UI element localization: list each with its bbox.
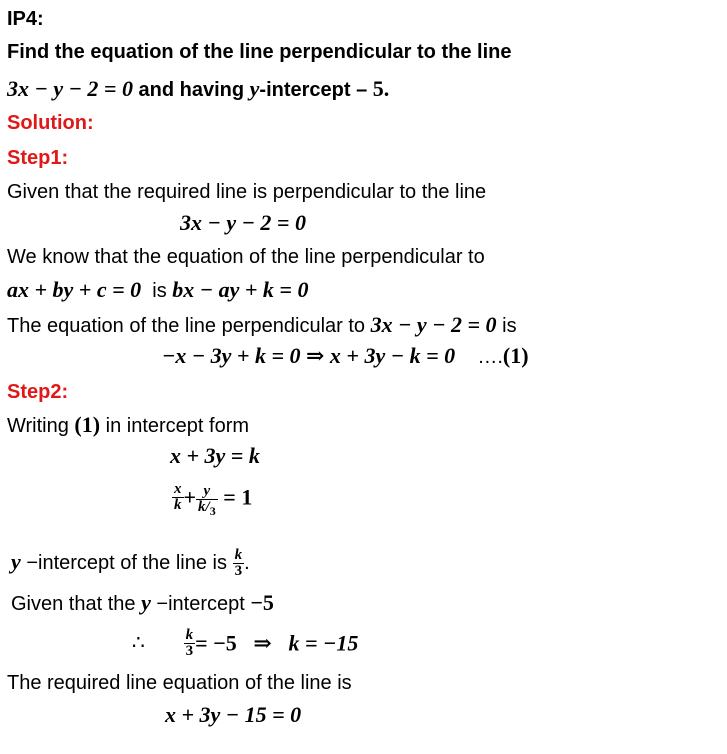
problem-statement-line2 bbox=[7, 77, 389, 102]
result-equation: −x − 3y + k = 0 ⇒ x + 3y − k = 0 bbox=[162, 343, 456, 368]
given-var: y bbox=[141, 590, 151, 615]
writing-suffix: in intercept form bbox=[100, 415, 250, 437]
therefore-symbol: ∴ bbox=[132, 632, 145, 654]
general-lhs-equation: ax + by + c = 0 bbox=[7, 277, 142, 302]
step1-label: Step1: bbox=[7, 147, 69, 169]
yint-period: . bbox=[244, 552, 250, 574]
problem-label: IP4: bbox=[7, 8, 44, 30]
given-value: −5 bbox=[250, 590, 274, 615]
step1-perp-line bbox=[7, 313, 517, 338]
eq-ref-dots: …. bbox=[477, 346, 503, 368]
frac2-den-slash: / bbox=[205, 499, 210, 516]
plus-sign: + bbox=[183, 484, 197, 510]
problem-intercept-text: -intercept – bbox=[259, 79, 373, 101]
th-equation: = −5 bbox=[195, 630, 237, 656]
yint-numerator: k bbox=[234, 547, 243, 564]
therefore-line bbox=[132, 620, 358, 666]
frac2-den-k: k bbox=[198, 499, 206, 516]
step2-label: Step2: bbox=[7, 381, 69, 403]
frac1-denominator: k bbox=[174, 497, 182, 514]
solution-label: Solution: bbox=[7, 112, 94, 134]
given-text: Given that the bbox=[11, 593, 142, 615]
step1-know: We know that the equation of the line perpendicular to bbox=[7, 246, 485, 268]
fraction-x-over-k bbox=[172, 482, 184, 513]
writing-prefix: Writing bbox=[7, 415, 75, 437]
th-denominator: 3 bbox=[185, 643, 194, 660]
intercept-fraction-form bbox=[172, 472, 252, 522]
step1-given: Given that the required line is perpendicular to the line bbox=[7, 181, 487, 203]
problem-equation: 3x − y − 2 = 0 bbox=[7, 76, 133, 101]
perp-text: The equation of the line perpendicular to bbox=[7, 315, 371, 337]
frac2-numerator: y bbox=[203, 483, 211, 500]
implies-arrow: ⇒ bbox=[253, 630, 272, 656]
perp-equation: 3x − y − 2 = 0 bbox=[370, 312, 497, 337]
eq-ref-number: (1) bbox=[502, 343, 529, 368]
problem-value: 5. bbox=[372, 76, 390, 101]
fraction-y-over-k3 bbox=[196, 484, 218, 519]
yint-text: −intercept of the line is bbox=[20, 552, 233, 574]
writing-ref: (1) bbox=[74, 412, 101, 437]
step1-center-equation: 3x − y − 2 = 0 bbox=[180, 210, 306, 235]
general-rhs-equation: bx − ay + k = 0 bbox=[172, 277, 309, 302]
th-numerator: k bbox=[185, 627, 194, 644]
yint-denominator: 3 bbox=[234, 563, 243, 580]
yint-var: y bbox=[11, 549, 21, 574]
frac2-den-3: 3 bbox=[209, 504, 216, 519]
is-word: is bbox=[152, 280, 167, 302]
given-intercept-line bbox=[11, 591, 274, 616]
step2-writing bbox=[7, 413, 249, 438]
problem-y-var: y bbox=[249, 76, 260, 101]
frac1-numerator: x bbox=[174, 481, 182, 498]
k-value: k = −15 bbox=[288, 630, 359, 656]
given-mid: −intercept bbox=[150, 593, 251, 615]
yint-fraction bbox=[233, 548, 245, 579]
intercept-equation: x + 3y = k bbox=[170, 443, 260, 468]
frac2-denominator bbox=[196, 499, 218, 519]
problem-and-having: and having bbox=[132, 79, 250, 101]
y-intercept-line bbox=[11, 540, 250, 584]
problem-statement-line1: Find the equation of the line perpendicular to the line bbox=[7, 41, 512, 63]
required-text: The required line equation of the line is bbox=[7, 672, 352, 694]
therefore-fraction bbox=[184, 628, 196, 659]
step1-general-form bbox=[7, 278, 308, 303]
step1-result bbox=[162, 344, 529, 369]
equals-one: = 1 bbox=[223, 484, 253, 510]
final-equation: x + 3y − 15 = 0 bbox=[165, 702, 302, 727]
perp-is: is bbox=[496, 315, 517, 337]
